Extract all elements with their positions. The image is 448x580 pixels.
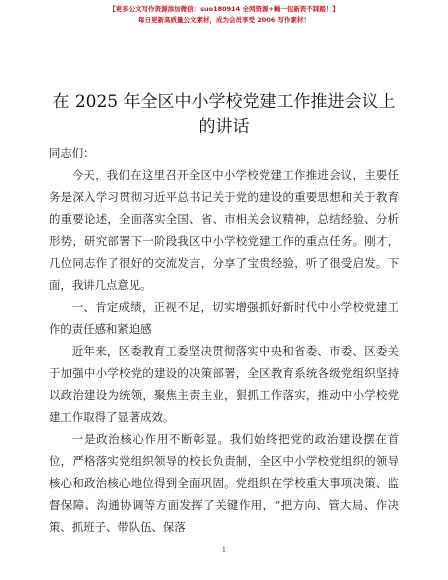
document-title: 在 2025 年全区中小学校党建工作推进会议上的讲话 xyxy=(52,92,396,137)
page-number: 1 xyxy=(221,546,227,554)
greeting: 同志们： xyxy=(49,146,95,160)
paragraph-intro: 今天，我们在这里召开全区中小学校党建工作推进会议，主要任务是深入学习贯彻习近平总书记关于党的建设的重要思想和关于教育的重要论述，全面落实全国、省、市相关会议精神，总结经验、分析形势，研究部署下一阶段我区中小学校党建工作的重点任务。刚才，几位同志作了很好的交流发言，分享了宝贵经验，听了很受启发。下面，我讲几点意见。 xyxy=(49,168,399,292)
paragraph-achievements: 近年来，区委教育工委坚决贯彻落实中央和省委、市委、区委关于加强中小学校党的建设的决策部署，全区教育系统各级党组织坚持以政治建设为统领，聚焦主责主业，狠抓工作落实，推动中小学校党建工作取得了显著成效。 xyxy=(49,344,399,424)
promo-banner-line-2: 每日更新高质量公文素材，成为会员享受 2006 写作素材！ xyxy=(137,16,311,24)
document-body xyxy=(49,142,399,538)
promo-banner-line-1: 【更多公文写作资源添加微信：suo180914 全网资源+蝇一包新资不踩踏！】 xyxy=(109,5,339,13)
section-heading-1: 一、肯定成绩，正视不足，切实增强抓好新时代中小学校党建工作的责任感和紧迫感 xyxy=(49,300,399,336)
paragraph-political-core: 一是政治核心作用不断彰显。我们始终把党的政治建设摆在首位，严格落实党组织领导的校长负责制，全区中小学校党组织的领导核心和政治核心地位得到全面巩固。党组织在学校重大事项决策、监督保障、沟通协调等方面发挥了关键作用，“把方向、管大局、作决策、抓班子、带队伍、保落 xyxy=(49,432,399,534)
